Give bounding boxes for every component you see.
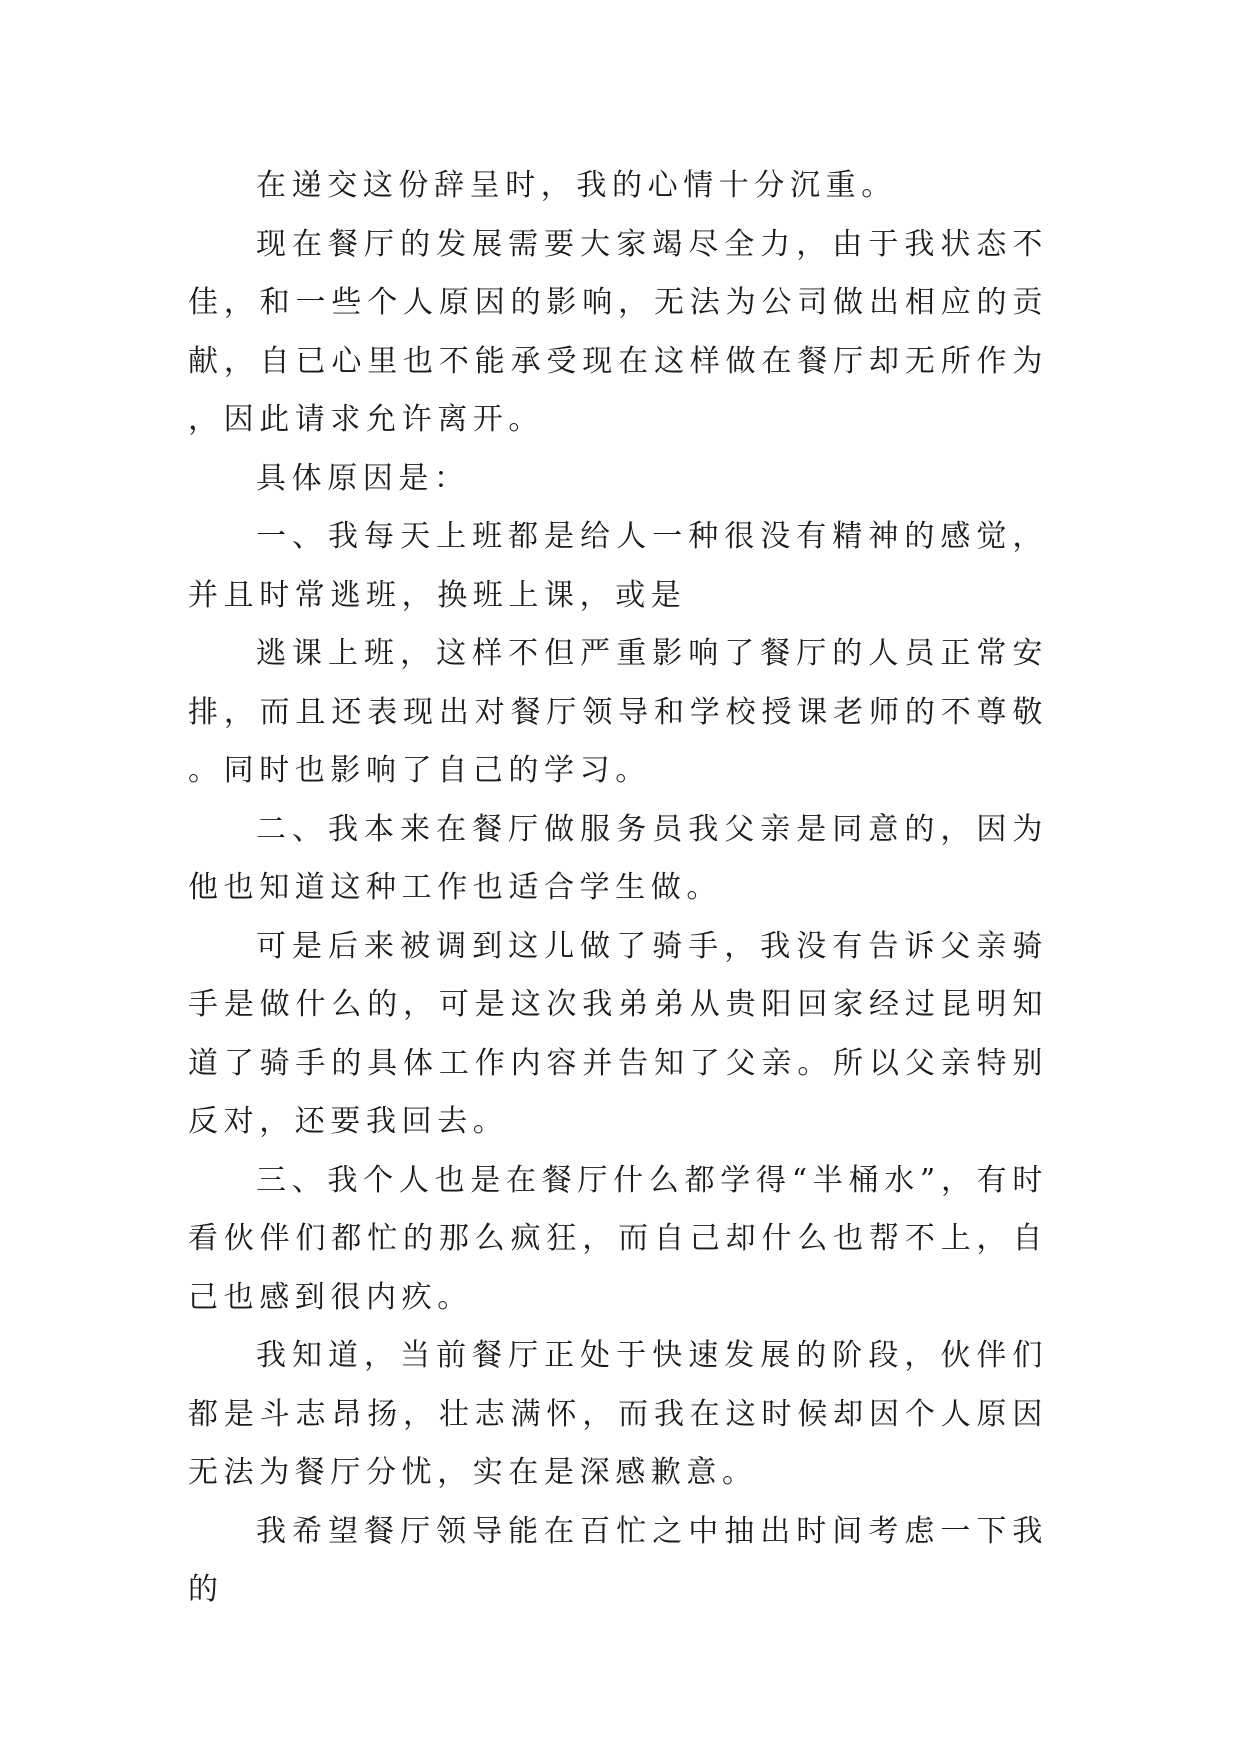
paragraph-reason-one-continued: 逃课上班，这样不但严重影响了餐厅的人员正常安排，而且还表现出对餐厅领导和学校授课老师的不尊敬。同时也影响了自己的学习。 [188, 636, 1048, 788]
paragraph-opening: 在递交这份辞呈时，我的心情十分沉重。 [256, 168, 897, 203]
paragraph-reason-summary: 现在餐厅的发展需要大家竭尽全力，由于我状态不佳，和一些个人原因的影响，无法为公司做出相应的贡献，自已心里也不能承受现在这样做在餐厅却无所作为，因此请求允许离开。 [188, 226, 1048, 437]
paragraph-reason-two-continued: 可是后来被调到这儿做了骑手，我没有告诉父亲骑手是做什么的，可是这次我弟弟从贵阳回家经过昆明知道了骑手的具体工作内容并告知了父亲。所以父亲特别反对，还要我回去。 [188, 928, 1048, 1139]
paragraph-reason-three: 三、我个人也是在餐厅什么都学得“半桶水”，有时看伙伴们都忙的那么疯狂，而自己却什么也帮不上，自己也感到很内疚。 [188, 1162, 1048, 1315]
paragraph-apology: 我知道，当前餐厅正处于快速发展的阶段，伙伴们都是斗志昂扬，壮志满怀，而我在这时候却因个人原因无法为餐厅分忧，实在是深感歉意。 [188, 1338, 1048, 1490]
letter-body [188, 157, 1048, 1620]
paragraph-reason-one: 一、我每天上班都是给人一种很没有精神的感觉，并且时常逃班，换班上课，或是 [188, 519, 1048, 613]
paragraph-reason-two: 二、我本来在餐厅做服务员我父亲是同意的，因为他也知道这种工作也适合学生做。 [188, 811, 1048, 905]
paragraph-reasons-heading: 具体原因是： [256, 460, 470, 496]
paragraph-request: 我希望餐厅领导能在百忙之中抽出时间考虑一下我的 [188, 1513, 1048, 1607]
